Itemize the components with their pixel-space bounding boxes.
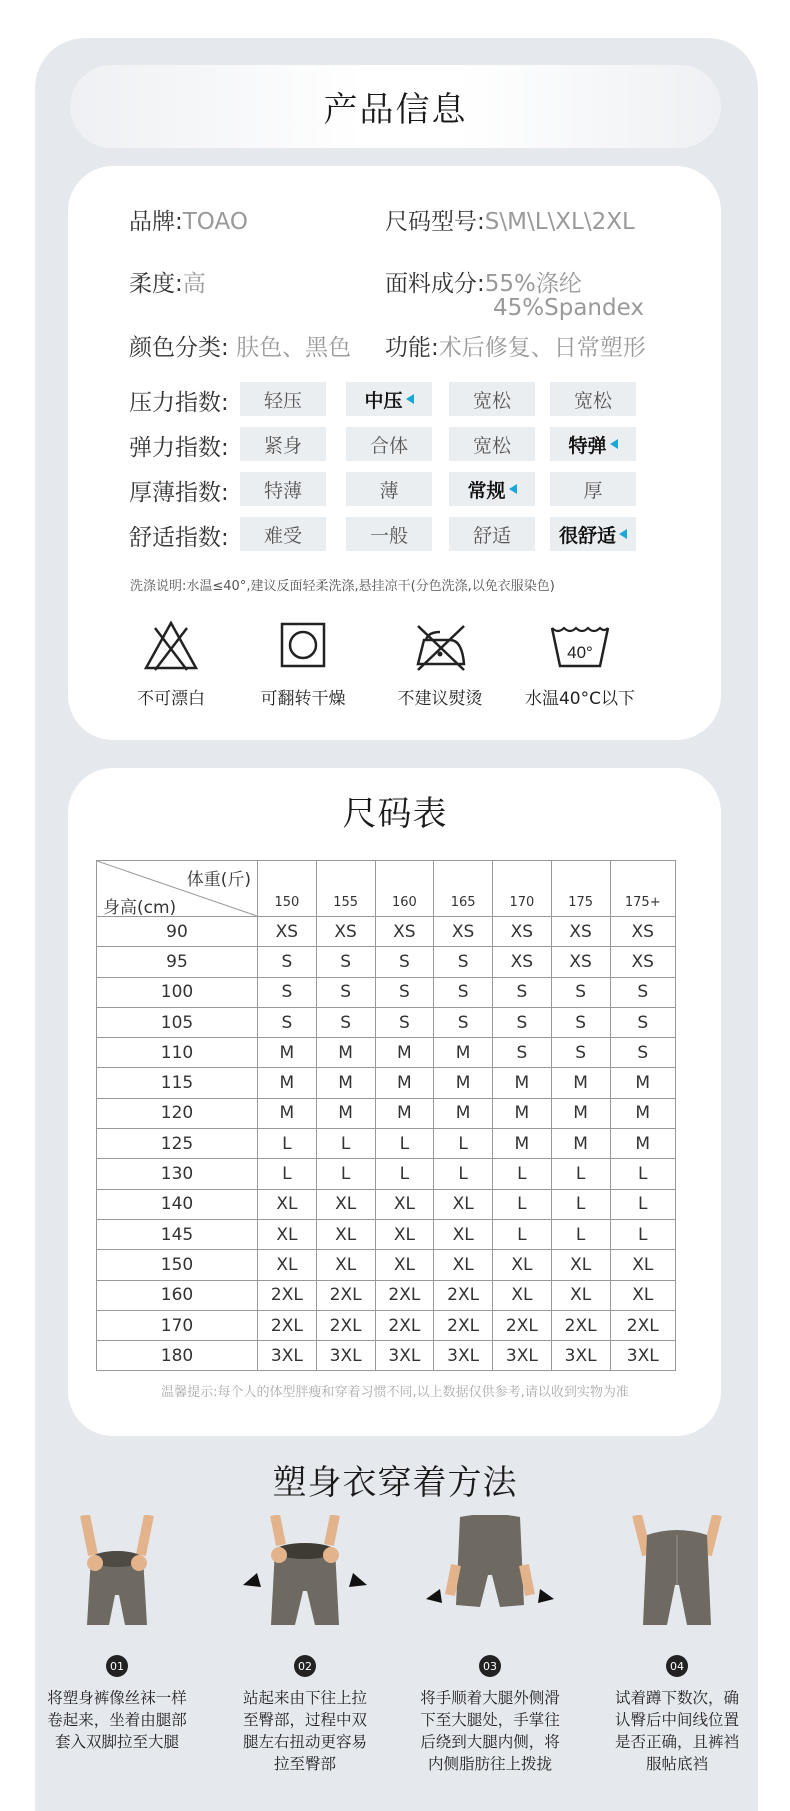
garment-step-4-illustration — [617, 1515, 737, 1645]
table-row — [97, 1098, 676, 1128]
index-option — [550, 382, 636, 416]
size-cell: S — [316, 947, 375, 977]
index-option-text: 很舒适 — [558, 524, 616, 547]
size-cell: S — [610, 977, 676, 1007]
index-option-text: 轻压 — [263, 389, 302, 412]
size-cell: XS — [258, 917, 317, 947]
care-label: 可翻转干燥 — [260, 689, 346, 709]
howto-title: 塑身衣穿着方法 — [272, 1463, 518, 1503]
size-cell: L — [551, 1159, 610, 1189]
size-cell: M — [258, 1068, 317, 1098]
color-row — [129, 329, 351, 362]
height-cell: 130 — [97, 1159, 258, 1189]
index-option — [240, 382, 326, 416]
index-label: 舒适指数: — [129, 525, 229, 551]
size-cell: L — [551, 1189, 610, 1219]
index-option — [449, 382, 535, 416]
size-cell: S — [493, 977, 552, 1007]
table-row — [97, 1007, 676, 1037]
index-option-selected — [550, 427, 636, 461]
index-option-text: 舒适 — [472, 524, 511, 547]
table-row — [97, 1159, 676, 1189]
step-number: 04 — [666, 1655, 688, 1677]
index-option-text: 一般 — [369, 524, 408, 547]
size-cell: S — [258, 1007, 317, 1037]
table-row — [97, 1310, 676, 1340]
fabric-row-2 — [493, 295, 644, 321]
size-cell: 2XL — [375, 1310, 434, 1340]
size-cell: 2XL — [434, 1280, 493, 1310]
size-cell: M — [434, 1038, 493, 1068]
wash-40-icon — [548, 620, 612, 672]
size-cell: 2XL — [493, 1310, 552, 1340]
index-option-text: 特薄 — [263, 479, 302, 502]
weight-column-header: 170 — [493, 861, 552, 917]
size-cell: L — [551, 1219, 610, 1249]
size-cell: S — [551, 977, 610, 1007]
size-cell: XL — [610, 1280, 676, 1310]
size-cell: 3XL — [610, 1341, 676, 1371]
size-cell: S — [551, 1007, 610, 1037]
selected-marker-icon — [619, 529, 627, 539]
size-model-row — [385, 203, 635, 236]
table-row — [97, 1189, 676, 1219]
size-cell: XS — [551, 947, 610, 977]
height-cell: 110 — [97, 1038, 258, 1068]
weight-header: 体重(斤) — [186, 870, 251, 890]
size-cell: 2XL — [375, 1280, 434, 1310]
size-cell: L — [434, 1159, 493, 1189]
size-cell: S — [610, 1007, 676, 1037]
size-cell: 2XL — [316, 1280, 375, 1310]
index-option — [240, 427, 326, 461]
weight-column-header: 165 — [434, 861, 493, 917]
size-cell: S — [610, 1038, 676, 1068]
size-cell: S — [375, 977, 434, 1007]
size-table-header — [97, 861, 676, 917]
size-cell: L — [493, 1159, 552, 1189]
index-option-text: 宽松 — [472, 389, 511, 412]
size-cell: XL — [375, 1189, 434, 1219]
step-number: 02 — [294, 1655, 316, 1677]
size-table — [96, 860, 676, 1371]
table-row — [97, 917, 676, 947]
size-cell: L — [316, 1159, 375, 1189]
function-value: 术后修复、日常塑形 — [438, 335, 646, 361]
index-option-text: 薄 — [379, 479, 399, 502]
step-number: 03 — [479, 1655, 501, 1677]
height-cell: 120 — [97, 1098, 258, 1128]
size-cell: S — [375, 947, 434, 977]
size-tip: 温馨提示:每个人的体型胖瘦和穿着习惯不同,以上数据仅供参考,请以收到实物为准 — [161, 1385, 629, 1400]
size-cell: 3XL — [375, 1341, 434, 1371]
index-option — [240, 517, 326, 551]
care-item-wash-40 — [505, 620, 655, 709]
size-cell: XS — [551, 917, 610, 947]
size-cell: XL — [375, 1250, 434, 1280]
step-description: 将手顺着大腿外侧滑 下至大腿处，手掌往 后绕到大腿内侧，将 内侧脂肪往上拨拢 — [420, 1689, 560, 1773]
index-option-text: 宽松 — [573, 389, 612, 412]
size-cell: M — [493, 1098, 552, 1128]
size-cell: L — [493, 1189, 552, 1219]
size-cell: M — [434, 1098, 493, 1128]
table-row — [97, 1038, 676, 1068]
size-cell: S — [434, 1007, 493, 1037]
tumble-dry-icon — [278, 620, 328, 672]
index-option-text: 常规 — [467, 479, 506, 502]
size-cell: XL — [551, 1250, 610, 1280]
selected-marker-icon — [406, 394, 414, 404]
height-cell: 125 — [97, 1129, 258, 1159]
index-option — [240, 472, 326, 506]
size-cell: XL — [434, 1189, 493, 1219]
care-item-no-iron — [365, 620, 515, 709]
index-option-text: 厚 — [583, 479, 603, 502]
size-cell: L — [434, 1129, 493, 1159]
size-cell: S — [316, 1007, 375, 1037]
size-cell: S — [493, 1038, 552, 1068]
size-cell: M — [551, 1129, 610, 1159]
size-model-label: 尺码型号: — [385, 209, 485, 235]
table-row — [97, 947, 676, 977]
care-label: 不可漂白 — [137, 689, 205, 709]
size-cell: XS — [493, 917, 552, 947]
softness-value: 高 — [182, 271, 206, 297]
color-value: 肤色、黑色 — [236, 335, 352, 361]
no-bleach-icon — [143, 620, 199, 672]
size-chart-title: 尺码表 — [342, 794, 448, 834]
function-row — [385, 329, 646, 362]
size-cell: 3XL — [493, 1341, 552, 1371]
table-row — [97, 1219, 676, 1249]
size-cell: L — [610, 1189, 676, 1219]
size-cell: XL — [434, 1250, 493, 1280]
height-cell: 95 — [97, 947, 258, 977]
weight-column-header: 160 — [375, 861, 434, 917]
size-cell: 2XL — [258, 1310, 317, 1340]
size-cell: 2XL — [551, 1310, 610, 1340]
size-cell: XL — [375, 1219, 434, 1249]
index-option-text: 合体 — [369, 434, 408, 457]
product-info-title: 产品信息 — [70, 65, 721, 148]
size-cell: XS — [610, 947, 676, 977]
size-cell: 3XL — [258, 1341, 317, 1371]
size-cell: 2XL — [434, 1310, 493, 1340]
size-cell: M — [434, 1068, 493, 1098]
size-cell: M — [493, 1129, 552, 1159]
wash-temp: 40° — [567, 643, 593, 662]
fabric-value-2: 45%Spandex — [493, 295, 644, 321]
size-cell: M — [316, 1038, 375, 1068]
size-cell: M — [258, 1038, 317, 1068]
table-row — [97, 1280, 676, 1310]
step-description: 试着蹲下数次，确 认臀后中间线位置 是否正确，且裤裆 服帖底裆 — [614, 1689, 739, 1773]
index-option — [550, 472, 636, 506]
function-label: 功能: — [385, 335, 439, 361]
size-cell: L — [610, 1159, 676, 1189]
table-row — [97, 1250, 676, 1280]
size-cell: 3XL — [316, 1341, 375, 1371]
corner-header — [97, 861, 258, 917]
wash-instructions: 洗涤说明:水温≤40°,建议反面轻柔洗涤,悬挂凉干(分色洗涤,以免衣服染色) — [130, 579, 555, 594]
size-cell: M — [316, 1098, 375, 1128]
size-cell: M — [375, 1098, 434, 1128]
size-cell: L — [258, 1129, 317, 1159]
size-cell: XL — [551, 1280, 610, 1310]
softness-label: 柔度: — [129, 271, 183, 297]
fabric-row — [385, 265, 582, 298]
size-cell: M — [610, 1068, 676, 1098]
size-cell: XS — [610, 917, 676, 947]
height-cell: 145 — [97, 1219, 258, 1249]
step-2 — [225, 1515, 385, 1775]
size-cell: XS — [493, 947, 552, 977]
index-option-text: 特弹 — [568, 434, 607, 457]
size-cell: L — [375, 1129, 434, 1159]
size-cell: S — [551, 1038, 610, 1068]
weight-column-header: 155 — [316, 861, 375, 917]
step-3 — [410, 1515, 570, 1775]
index-option-text: 紧身 — [263, 434, 302, 457]
size-model-value: S\M\L\XL\2XL — [484, 209, 635, 235]
size-table-body — [97, 917, 676, 1371]
size-cell: XL — [316, 1250, 375, 1280]
height-cell: 160 — [97, 1280, 258, 1310]
index-option-text: 中压 — [364, 389, 403, 412]
size-cell: M — [258, 1098, 317, 1128]
size-cell: XL — [316, 1219, 375, 1249]
brand-label: 品牌: — [129, 209, 183, 235]
size-cell: XL — [316, 1189, 375, 1219]
step-description: 站起来由下往上拉 至臀部，过程中双 腿左右扭动更容易 拉至臀部 — [242, 1689, 367, 1773]
index-option — [346, 472, 432, 506]
size-cell: S — [434, 977, 493, 1007]
size-cell: L — [258, 1159, 317, 1189]
weight-column-header: 175+ — [610, 861, 676, 917]
size-cell: S — [434, 947, 493, 977]
selected-marker-icon — [610, 439, 618, 449]
fabric-value-1: 55%涤纶 — [484, 271, 582, 297]
size-cell: M — [316, 1068, 375, 1098]
index-option-selected — [550, 517, 636, 551]
garment-step-3-illustration — [420, 1515, 560, 1645]
care-label: 不建议熨烫 — [397, 689, 483, 709]
size-cell: M — [375, 1068, 434, 1098]
step-4 — [597, 1515, 757, 1775]
size-cell: XS — [316, 917, 375, 947]
height-cell: 140 — [97, 1189, 258, 1219]
color-label: 颜色分类: — [129, 335, 229, 361]
height-cell: 115 — [97, 1068, 258, 1098]
size-cell: XS — [434, 917, 493, 947]
height-cell: 90 — [97, 917, 258, 947]
size-cell: M — [375, 1038, 434, 1068]
size-cell: M — [551, 1098, 610, 1128]
size-cell: S — [258, 977, 317, 1007]
selected-marker-icon — [509, 484, 517, 494]
table-row — [97, 977, 676, 1007]
size-cell: XL — [258, 1250, 317, 1280]
size-cell: M — [551, 1068, 610, 1098]
size-cell: XL — [434, 1219, 493, 1249]
index-option — [449, 517, 535, 551]
size-cell: XL — [258, 1219, 317, 1249]
height-cell: 170 — [97, 1310, 258, 1340]
size-cell: L — [493, 1219, 552, 1249]
index-option-selected — [449, 472, 535, 506]
size-cell: S — [258, 947, 317, 977]
size-cell: L — [375, 1159, 434, 1189]
index-option — [449, 427, 535, 461]
size-cell: XS — [375, 917, 434, 947]
height-header: 身高(cm) — [103, 898, 177, 918]
size-cell: XL — [493, 1250, 552, 1280]
size-cell: 3XL — [434, 1341, 493, 1371]
table-row — [97, 1129, 676, 1159]
weight-column-header: 175 — [551, 861, 610, 917]
size-cell: 3XL — [551, 1341, 610, 1371]
size-cell: M — [493, 1068, 552, 1098]
index-label: 弹力指数: — [129, 435, 229, 461]
index-option — [346, 517, 432, 551]
size-cell: 2XL — [610, 1310, 676, 1340]
garment-step-1-illustration — [57, 1515, 177, 1645]
size-cell: XL — [258, 1189, 317, 1219]
index-label: 厚薄指数: — [129, 480, 229, 506]
size-cell: M — [610, 1129, 676, 1159]
softness-row — [129, 265, 206, 298]
index-label: 压力指数: — [129, 390, 229, 416]
weight-column-header: 150 — [258, 861, 317, 917]
size-cell: 2XL — [316, 1310, 375, 1340]
size-cell: M — [610, 1098, 676, 1128]
step-1 — [37, 1515, 197, 1753]
height-cell: 150 — [97, 1250, 258, 1280]
height-cell: 105 — [97, 1007, 258, 1037]
table-row — [97, 1068, 676, 1098]
size-cell: 2XL — [258, 1280, 317, 1310]
size-cell: L — [610, 1219, 676, 1249]
index-option-text: 宽松 — [472, 434, 511, 457]
index-option-selected — [346, 382, 432, 416]
step-description: 将塑身裤像丝袜一样 卷起来，坐着由腿部 套入双脚拉至大腿 — [47, 1689, 187, 1751]
size-cell: S — [316, 977, 375, 1007]
table-row — [97, 1341, 676, 1371]
size-cell: XL — [610, 1250, 676, 1280]
care-item-tumble-dry — [228, 620, 378, 709]
index-option-text: 难受 — [263, 524, 302, 547]
size-cell: S — [493, 1007, 552, 1037]
care-item-no-bleach — [96, 620, 246, 709]
step-number: 01 — [106, 1655, 128, 1677]
brand-row — [129, 203, 248, 236]
size-cell: L — [316, 1129, 375, 1159]
brand-value: TOAO — [182, 209, 248, 235]
size-cell: XL — [493, 1280, 552, 1310]
garment-step-2-illustration — [235, 1515, 375, 1645]
height-cell: 100 — [97, 977, 258, 1007]
care-label: 水温40°C以下 — [524, 689, 635, 709]
index-option — [346, 427, 432, 461]
size-cell: S — [375, 1007, 434, 1037]
height-cell: 180 — [97, 1341, 258, 1371]
fabric-label: 面料成分: — [385, 271, 485, 297]
no-iron-icon — [410, 620, 470, 672]
